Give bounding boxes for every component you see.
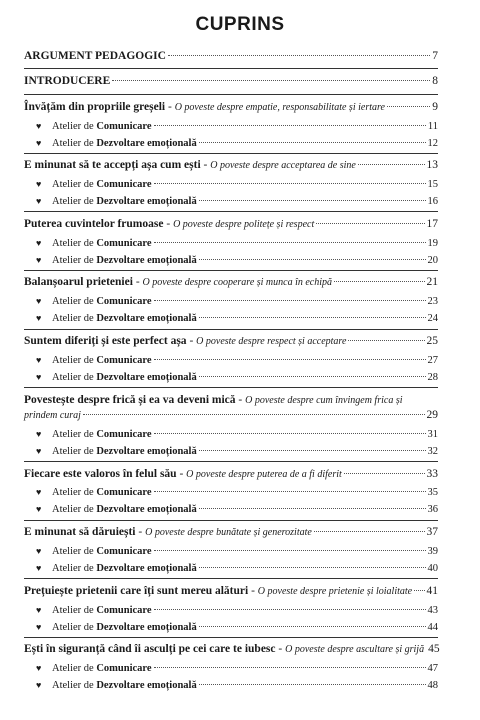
workshop-prefix: Atelier de	[52, 604, 97, 616]
leader-dots	[154, 433, 426, 434]
workshop-prefix: Atelier de	[52, 179, 97, 191]
page-number: 31	[427, 428, 438, 440]
leader-dots	[154, 550, 426, 551]
toc-entry[interactable]	[24, 295, 438, 308]
section-divider	[24, 153, 438, 154]
entry-title: ARGUMENT PEDAGOGIC	[24, 49, 166, 62]
heart-icon: ♥	[36, 196, 42, 207]
leader-dots	[314, 531, 425, 532]
page-number: 24	[427, 313, 438, 325]
workshop-prefix: Atelier de	[52, 372, 97, 384]
toc-entry[interactable]	[24, 643, 438, 656]
toc-entry[interactable]	[24, 545, 438, 558]
workshop-name: Comunicare	[96, 663, 152, 675]
workshop-label	[52, 295, 152, 308]
heart-icon: ♥	[36, 445, 42, 456]
workshop-prefix: Atelier de	[52, 137, 97, 149]
heart-icon: ♥	[36, 237, 42, 248]
story-title: Balanșoarul prieteniei	[24, 276, 133, 289]
workshop-label	[52, 354, 152, 367]
page-number: 11	[427, 120, 438, 132]
story-subtitle: O poveste despre bunătate și generozitate	[145, 527, 312, 539]
page-number: 28	[427, 372, 438, 384]
entry-title	[24, 643, 424, 656]
leader-dots	[414, 590, 424, 591]
leader-dots	[316, 223, 424, 224]
leader-dots	[199, 376, 426, 377]
workshop-name: Dezvoltare emoțională	[96, 254, 197, 266]
workshop-prefix: Atelier de	[52, 663, 97, 675]
toc-entry[interactable]	[24, 276, 438, 289]
entry-title	[24, 159, 356, 172]
workshop-name: Dezvoltare emoțională	[96, 445, 197, 457]
workshop-name: Comunicare	[96, 237, 152, 249]
toc-entry[interactable]	[24, 604, 438, 617]
page-number: 9	[432, 100, 438, 113]
workshop-name: Comunicare	[96, 428, 152, 440]
section-divider	[24, 68, 438, 69]
workshop-prefix: Atelier de	[52, 120, 97, 132]
section-divider	[24, 270, 438, 271]
toc-entry[interactable]	[24, 445, 438, 458]
page-number: 17	[426, 217, 438, 230]
page-number: 37	[426, 526, 438, 539]
separator: -	[186, 335, 197, 348]
workshop-prefix: Atelier de	[52, 428, 97, 440]
story-title: Prețuiește prietenii care îți sunt mereu alături	[24, 584, 249, 597]
workshop-label	[52, 486, 152, 499]
leader-dots	[199, 142, 426, 143]
leader-dots	[358, 164, 425, 165]
workshop-name: Dezvoltare emoțională	[96, 563, 197, 575]
workshop-label	[52, 137, 197, 150]
workshop-name: Comunicare	[96, 355, 152, 367]
leader-dots	[334, 281, 424, 282]
story-title: Învățăm din propriile greșeli	[24, 100, 166, 113]
page-number: 25	[426, 335, 438, 348]
story-subtitle: O poveste despre prietenie și loialitate	[257, 585, 413, 597]
toc-entry[interactable]	[24, 195, 438, 208]
heart-icon: ♥	[36, 137, 42, 148]
entry-title	[24, 585, 412, 598]
workshop-name: Comunicare	[96, 179, 152, 191]
section-divider	[24, 578, 438, 579]
section-divider	[24, 637, 438, 638]
toc-entry[interactable]	[24, 428, 438, 441]
toc-entry[interactable]	[24, 503, 438, 516]
toc-entry[interactable]	[24, 137, 438, 150]
story-subtitle: O poveste despre politețe și respect	[173, 218, 315, 230]
page-number: 7	[432, 49, 438, 62]
heart-icon: ♥	[36, 296, 42, 307]
entry-title	[24, 218, 314, 231]
leader-dots	[199, 450, 426, 451]
leader-dots	[83, 414, 425, 415]
workshop-name: Comunicare	[96, 487, 152, 499]
workshop-name: Dezvoltare emoțională	[96, 313, 197, 325]
page-number: 40	[427, 563, 438, 575]
workshop-prefix: Atelier de	[52, 296, 97, 308]
toc-entry[interactable]	[24, 237, 438, 250]
workshop-label	[52, 503, 197, 516]
leader-dots	[154, 609, 426, 610]
story-subtitle: O poveste despre cum învingem frica și	[245, 394, 403, 406]
workshop-prefix: Atelier de	[52, 237, 97, 249]
workshop-label	[52, 195, 197, 208]
heart-icon: ♥	[36, 355, 42, 366]
page-number: 29	[426, 408, 438, 421]
separator: -	[176, 467, 187, 480]
workshop-prefix: Atelier de	[52, 487, 97, 499]
workshop-name: Dezvoltare emoțională	[96, 137, 197, 149]
entry-title	[24, 394, 403, 407]
story-subtitle: O poveste despre empatie, responsabilitate și iertare	[174, 101, 385, 113]
workshop-label	[52, 371, 197, 384]
workshop-label	[52, 428, 152, 441]
entry-title	[24, 468, 342, 481]
story-title: E minunat să te accepți așa cum ești	[24, 159, 201, 172]
workshop-name: Dezvoltare emoțională	[96, 680, 197, 692]
leader-dots	[348, 340, 424, 341]
leader-dots	[154, 359, 426, 360]
page-number: 19	[427, 237, 438, 249]
page-number: 33	[426, 467, 438, 480]
workshop-prefix: Atelier de	[52, 546, 97, 558]
toc-entry[interactable]	[24, 526, 438, 539]
workshop-name: Dezvoltare emoțională	[96, 621, 197, 633]
workshop-prefix: Atelier de	[52, 355, 97, 367]
toc-entry[interactable]	[24, 468, 438, 481]
entry-title	[24, 335, 346, 348]
leader-dots	[199, 626, 426, 627]
page-number: 41	[426, 584, 438, 597]
entry-title: INTRODUCERE	[24, 75, 111, 88]
heart-icon: ♥	[36, 621, 42, 632]
separator: -	[200, 159, 211, 172]
page-number: 20	[427, 254, 438, 266]
leader-dots	[387, 106, 430, 107]
toc-entry[interactable]	[24, 585, 438, 598]
workshop-prefix: Atelier de	[52, 445, 97, 457]
page-number: 32	[427, 445, 438, 457]
toc-entry[interactable]	[24, 679, 438, 692]
toc-entry[interactable]	[24, 218, 438, 231]
workshop-label	[52, 237, 152, 250]
leader-dots	[199, 508, 426, 509]
toc-entry[interactable]	[24, 621, 438, 634]
heart-icon: ♥	[36, 680, 42, 691]
page-number: 36	[427, 504, 438, 516]
page-number: 21	[426, 276, 438, 289]
section-divider	[24, 520, 438, 521]
workshop-name: Dezvoltare emoțională	[96, 504, 197, 516]
heart-icon: ♥	[36, 179, 42, 190]
workshop-prefix: Atelier de	[52, 254, 97, 266]
workshop-prefix: Atelier de	[52, 196, 97, 208]
page-number: 43	[427, 604, 438, 616]
workshop-label	[52, 679, 197, 692]
page-number: 13	[426, 159, 438, 172]
workshop-label	[52, 604, 152, 617]
heart-icon: ♥	[36, 663, 42, 674]
toc-entry-continued[interactable]	[24, 409, 438, 422]
story-title: Ești în siguranță când îi asculți pe cei care te iubesc	[24, 643, 276, 656]
page-number: 16	[427, 196, 438, 208]
heart-icon: ♥	[36, 372, 42, 383]
entry-title	[24, 101, 385, 114]
workshop-prefix: Atelier de	[52, 313, 97, 325]
story-subtitle: O poveste despre acceptarea de sine	[210, 160, 356, 172]
leader-dots	[168, 55, 430, 56]
story-subtitle: O poveste despre puterea de a fi diferit	[186, 468, 342, 480]
leader-dots	[154, 491, 426, 492]
toc-entry[interactable]	[24, 50, 438, 63]
page-number: 12	[427, 137, 438, 149]
entry-title	[24, 276, 332, 289]
leader-dots	[199, 200, 426, 201]
workshop-name: Dezvoltare emoțională	[96, 196, 197, 208]
leader-dots	[112, 80, 430, 81]
leader-dots	[344, 473, 425, 474]
workshop-name: Comunicare	[96, 120, 152, 132]
workshop-label	[52, 662, 152, 675]
story-subtitle: O poveste despre cooperare și munca în echipă	[142, 277, 333, 289]
separator: -	[165, 100, 175, 113]
section-divider	[24, 329, 438, 330]
section-divider	[24, 94, 438, 95]
separator: -	[163, 217, 174, 230]
story-title: Povestește despre frică și ea va deveni mică	[24, 393, 236, 406]
leader-dots	[199, 684, 426, 685]
workshop-prefix: Atelier de	[52, 621, 97, 633]
page-number: 39	[427, 546, 438, 558]
toc-entry[interactable]	[24, 254, 438, 267]
heart-icon: ♥	[36, 487, 42, 498]
workshop-label	[52, 254, 197, 267]
heart-icon: ♥	[36, 604, 42, 615]
page-number: 47	[427, 663, 438, 675]
heart-icon: ♥	[36, 254, 42, 265]
toc-entry[interactable]	[24, 662, 438, 675]
toc-entry[interactable]	[24, 312, 438, 325]
section-divider	[24, 387, 438, 388]
separator: -	[275, 643, 286, 656]
toc-entry[interactable]	[24, 101, 438, 114]
leader-dots	[154, 125, 426, 126]
toc-entry[interactable]	[24, 486, 438, 499]
toc-entry[interactable]	[24, 178, 438, 191]
leader-dots	[154, 667, 426, 668]
separator: -	[248, 584, 258, 597]
leader-dots	[199, 317, 426, 318]
page-number: 44	[427, 621, 438, 633]
workshop-label	[52, 621, 197, 634]
page-number: 27	[427, 355, 438, 367]
entry-title	[24, 526, 312, 539]
heart-icon: ♥	[36, 428, 42, 439]
page-number: 35	[427, 487, 438, 499]
page-number: 15	[427, 179, 438, 191]
workshop-name: Comunicare	[96, 296, 152, 308]
workshop-label	[52, 445, 197, 458]
workshop-label	[52, 120, 152, 133]
separator: -	[235, 393, 246, 406]
workshop-prefix: Atelier de	[52, 680, 97, 692]
heart-icon: ♥	[36, 313, 42, 324]
toc-entry[interactable]	[24, 562, 438, 575]
separator: -	[132, 276, 143, 289]
workshop-name: Comunicare	[96, 604, 152, 616]
page-number: 8	[432, 75, 438, 88]
toc-entry[interactable]	[24, 371, 438, 384]
story-title: Fiecare este valoros în felul său	[24, 467, 177, 480]
page-number: 45	[428, 643, 440, 656]
toc-entry[interactable]	[24, 394, 438, 407]
story-subtitle: O poveste despre ascultare și grijă	[285, 644, 425, 656]
heart-icon: ♥	[36, 563, 42, 574]
workshop-name: Comunicare	[96, 546, 152, 558]
workshop-label	[52, 545, 152, 558]
toc-entry[interactable]	[24, 354, 438, 367]
page-number: 48	[427, 680, 438, 692]
workshop-prefix: Atelier de	[52, 563, 97, 575]
leader-dots	[199, 567, 426, 568]
story-title: Puterea cuvintelor frumoase	[24, 217, 164, 230]
page-title: CUPRINS	[195, 14, 285, 35]
workshop-label	[52, 178, 152, 191]
page-number: 23	[427, 296, 438, 308]
toc-entry[interactable]	[24, 120, 438, 133]
leader-dots	[154, 242, 426, 243]
workshop-label	[52, 312, 197, 325]
heart-icon: ♥	[36, 504, 42, 515]
story-subtitle-continued: prindem curaj	[24, 409, 81, 421]
section-divider	[24, 211, 438, 212]
heart-icon: ♥	[36, 120, 42, 131]
story-subtitle: O poveste despre respect și acceptare	[196, 336, 347, 348]
section-divider	[24, 461, 438, 462]
story-title: Suntem diferiți și este perfect așa	[24, 335, 187, 348]
heart-icon: ♥	[36, 546, 42, 557]
leader-dots	[154, 300, 426, 301]
toc-entry[interactable]	[24, 75, 438, 88]
toc-entry[interactable]	[24, 159, 438, 172]
leader-dots	[154, 183, 426, 184]
workshop-name: Dezvoltare emoțională	[96, 372, 197, 384]
separator: -	[135, 526, 146, 539]
workshop-prefix: Atelier de	[52, 504, 97, 516]
workshop-label	[52, 562, 197, 575]
toc-entry[interactable]	[24, 335, 438, 348]
story-title: E minunat să dăruiești	[24, 526, 136, 539]
leader-dots	[199, 259, 426, 260]
